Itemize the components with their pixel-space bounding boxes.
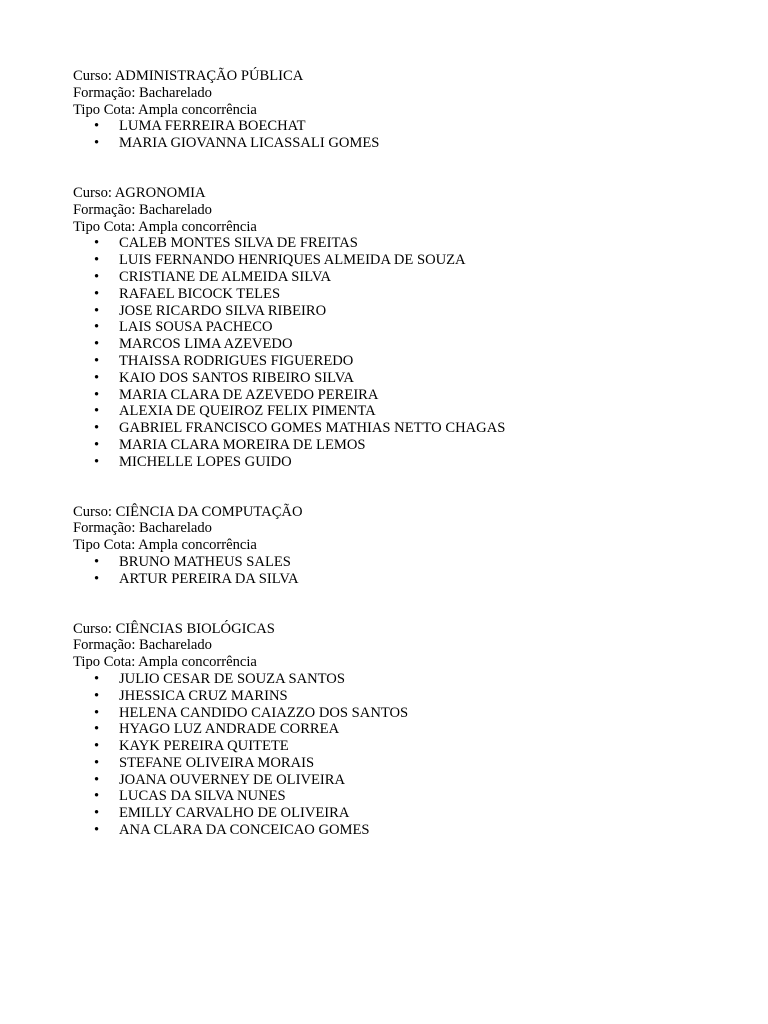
bullet-icon: • xyxy=(94,403,100,420)
student-list-item xyxy=(73,454,713,471)
document-page xyxy=(73,68,713,839)
bullet-icon: • xyxy=(94,754,100,771)
student-name: LUIS FERNANDO HENRIQUES ALMEIDA DE SOUZA xyxy=(119,252,466,269)
student-list-item xyxy=(73,738,713,755)
student-list-item xyxy=(73,135,713,152)
bullet-icon: • xyxy=(94,570,100,587)
student-name: LAIS SOUSA PACHECO xyxy=(119,319,273,336)
bullet-icon: • xyxy=(94,553,100,570)
student-list-item xyxy=(73,303,713,320)
bullet-icon: • xyxy=(94,302,100,319)
student-name: CALEB MONTES SILVA DE FREITAS xyxy=(119,235,358,252)
student-list-item xyxy=(73,688,713,705)
student-name: EMILLY CARVALHO DE OLIVEIRA xyxy=(119,805,350,822)
student-list-item xyxy=(73,755,713,772)
bullet-icon: • xyxy=(94,420,100,437)
student-list-item xyxy=(73,403,713,420)
bullet-icon: • xyxy=(94,721,100,738)
student-name: KAIO DOS SANTOS RIBEIRO SILVA xyxy=(119,369,354,386)
student-name: LUCAS DA SILVA NUNES xyxy=(119,788,286,805)
bullet-icon: • xyxy=(94,285,100,302)
student-list xyxy=(73,671,713,839)
course-degree: Formação: Bacharelado xyxy=(73,520,212,537)
bullet-icon: • xyxy=(94,352,100,369)
bullet-icon: • xyxy=(94,135,100,152)
student-list-item xyxy=(73,118,713,135)
bullet-icon: • xyxy=(94,336,100,353)
course-degree: Formação: Bacharelado xyxy=(73,637,212,654)
student-name: CRISTIANE DE ALMEIDA SILVA xyxy=(119,268,332,285)
student-list-item xyxy=(73,269,713,286)
bullet-icon: • xyxy=(94,805,100,822)
course-quota-type: Tipo Cota: Ampla concorrência xyxy=(73,537,257,554)
student-list-item xyxy=(73,788,713,805)
student-list-item xyxy=(73,721,713,738)
student-list-item xyxy=(73,554,713,571)
student-name: JOSE RICARDO SILVA RIBEIRO xyxy=(119,302,327,319)
student-list-item xyxy=(73,420,713,437)
student-name: JHESSICA CRUZ MARINS xyxy=(119,687,288,704)
student-name: MARCOS LIMA AZEVEDO xyxy=(119,336,293,353)
student-list-item xyxy=(73,235,713,252)
student-list-item xyxy=(73,805,713,822)
course-name: Curso: CIÊNCIA DA COMPUTAÇÃO xyxy=(73,503,303,520)
bullet-icon: • xyxy=(94,670,100,687)
bullet-icon: • xyxy=(94,436,100,453)
student-name: LUMA FERREIRA BOECHAT xyxy=(119,118,306,135)
bullet-icon: • xyxy=(94,453,100,470)
course-section xyxy=(73,185,713,471)
course-section xyxy=(73,504,713,588)
bullet-icon: • xyxy=(94,704,100,721)
student-list-item xyxy=(73,772,713,789)
course-degree: Formação: Bacharelado xyxy=(73,84,212,101)
bullet-icon: • xyxy=(94,738,100,755)
student-name: BRUNO MATHEUS SALES xyxy=(119,553,291,570)
course-section xyxy=(73,621,713,839)
student-list-item xyxy=(73,370,713,387)
course-degree: Formação: Bacharelado xyxy=(73,201,212,218)
course-name: Curso: ADMINISTRAÇÃO PÚBLICA xyxy=(73,68,304,84)
bullet-icon: • xyxy=(94,788,100,805)
student-name: STEFANE OLIVEIRA MORAIS xyxy=(119,754,315,771)
bullet-icon: • xyxy=(94,771,100,788)
student-list-item xyxy=(73,319,713,336)
student-name: ANA CLARA DA CONCEICAO GOMES xyxy=(119,822,370,839)
student-list-item xyxy=(73,353,713,370)
student-name: KAYK PEREIRA QUITETE xyxy=(119,738,289,755)
student-list-item xyxy=(73,822,713,839)
student-list xyxy=(73,235,713,470)
student-name: HYAGO LUZ ANDRADE CORREA xyxy=(119,721,340,738)
student-name: THAISSA RODRIGUES FIGUEREDO xyxy=(119,352,354,369)
course-quota-type: Tipo Cota: Ampla concorrência xyxy=(73,101,257,118)
bullet-icon: • xyxy=(94,118,100,135)
student-list-item xyxy=(73,286,713,303)
student-name: GABRIEL FRANCISCO GOMES MATHIAS NETTO CHAGAS xyxy=(119,420,506,437)
course-name: Curso: CIÊNCIAS BIOLÓGICAS xyxy=(73,620,275,637)
student-list xyxy=(73,554,713,588)
student-list-item xyxy=(73,571,713,588)
bullet-icon: • xyxy=(94,235,100,252)
student-name: HELENA CANDIDO CAIAZZO DOS SANTOS xyxy=(119,704,409,721)
student-list-item xyxy=(73,336,713,353)
bullet-icon: • xyxy=(94,386,100,403)
course-section xyxy=(73,68,713,152)
bullet-icon: • xyxy=(94,687,100,704)
student-name: ALEXIA DE QUEIROZ FELIX PIMENTA xyxy=(119,403,376,420)
course-name: Curso: AGRONOMIA xyxy=(73,184,206,201)
bullet-icon: • xyxy=(94,252,100,269)
bullet-icon: • xyxy=(94,369,100,386)
course-quota-type: Tipo Cota: Ampla concorrência xyxy=(73,654,257,671)
bullet-icon: • xyxy=(94,822,100,839)
student-name: MARIA CLARA DE AZEVEDO PEREIRA xyxy=(119,386,379,403)
student-name: ARTUR PEREIRA DA SILVA xyxy=(119,570,299,587)
student-name: MARIA CLARA MOREIRA DE LEMOS xyxy=(119,436,366,453)
student-name: MICHELLE LOPES GUIDO xyxy=(119,453,292,470)
student-list-item xyxy=(73,671,713,688)
student-name: RAFAEL BICOCK TELES xyxy=(119,285,281,302)
student-name: MARIA GIOVANNA LICASSALI GOMES xyxy=(119,135,380,152)
bullet-icon: • xyxy=(94,268,100,285)
student-list-item xyxy=(73,705,713,722)
course-quota-type: Tipo Cota: Ampla concorrência xyxy=(73,218,257,235)
student-list-item xyxy=(73,387,713,404)
student-list-item xyxy=(73,252,713,269)
bullet-icon: • xyxy=(94,319,100,336)
student-list-item xyxy=(73,437,713,454)
student-list xyxy=(73,118,713,152)
student-name: JULIO CESAR DE SOUZA SANTOS xyxy=(119,670,345,687)
student-name: JOANA OUVERNEY DE OLIVEIRA xyxy=(119,771,346,788)
